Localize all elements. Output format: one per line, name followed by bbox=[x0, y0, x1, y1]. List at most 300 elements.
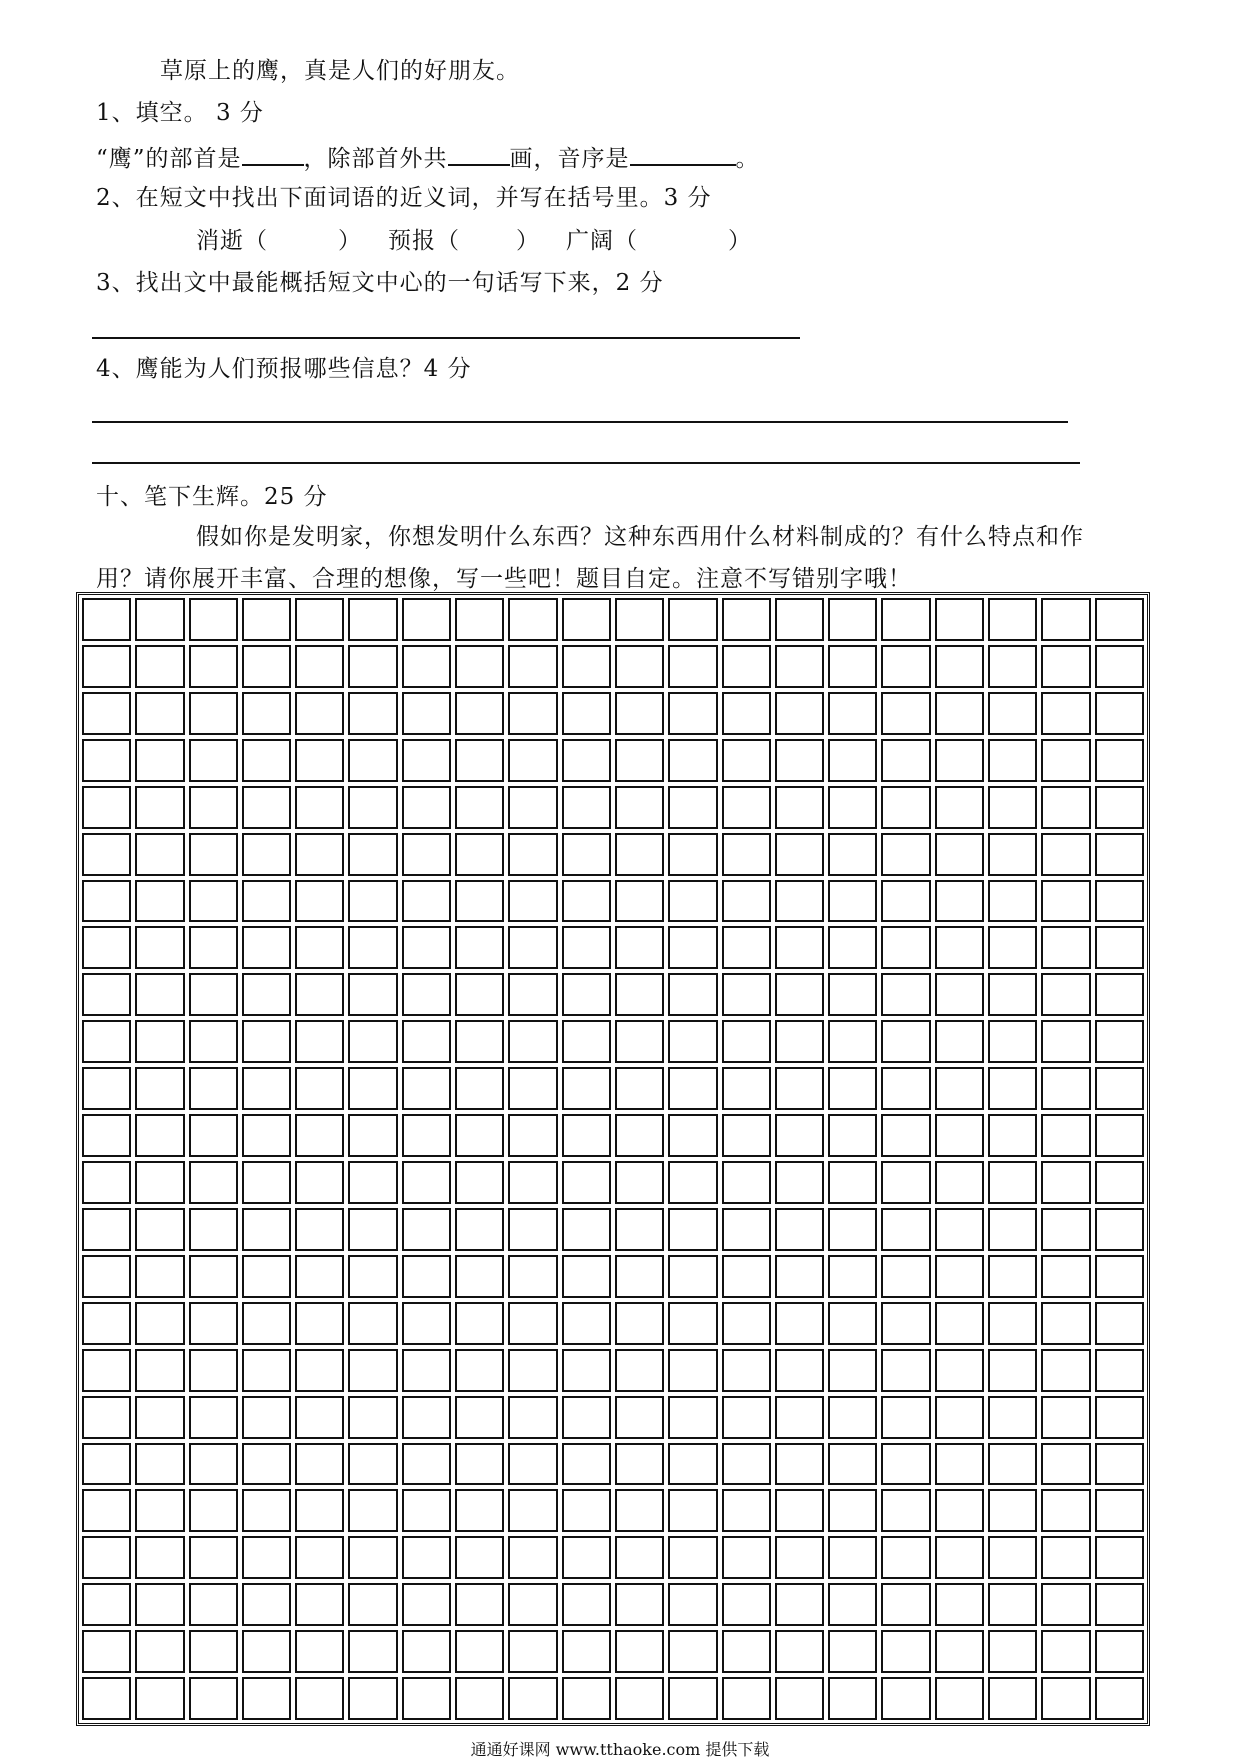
grid-cell[interactable] bbox=[988, 833, 1037, 876]
grid-cell[interactable] bbox=[562, 1677, 611, 1720]
grid-cell[interactable] bbox=[988, 1443, 1037, 1486]
grid-cell[interactable] bbox=[562, 1067, 611, 1110]
grid-cell[interactable] bbox=[348, 880, 397, 923]
grid-cell[interactable] bbox=[722, 786, 771, 829]
grid-cell[interactable] bbox=[1041, 598, 1090, 641]
grid-cell[interactable] bbox=[988, 1255, 1037, 1298]
grid-cell[interactable] bbox=[455, 1677, 504, 1720]
grid-cell[interactable] bbox=[988, 1630, 1037, 1673]
grid-cell[interactable] bbox=[295, 926, 344, 969]
grid-cell[interactable] bbox=[828, 645, 877, 688]
grid-cell[interactable] bbox=[295, 1349, 344, 1392]
grid-cell[interactable] bbox=[135, 1302, 184, 1345]
grid-cell[interactable] bbox=[1041, 1067, 1090, 1110]
grid-cell[interactable] bbox=[775, 926, 824, 969]
grid-cell[interactable] bbox=[562, 1489, 611, 1532]
grid-cell[interactable] bbox=[455, 1114, 504, 1157]
grid-cell[interactable] bbox=[135, 1536, 184, 1579]
grid-cell[interactable] bbox=[722, 926, 771, 969]
grid-cell[interactable] bbox=[455, 1067, 504, 1110]
grid-cell[interactable] bbox=[242, 1161, 291, 1204]
grid-cell[interactable] bbox=[722, 1536, 771, 1579]
grid-cell[interactable] bbox=[615, 1067, 664, 1110]
grid-cell[interactable] bbox=[775, 1114, 824, 1157]
grid-cell[interactable] bbox=[828, 692, 877, 735]
grid-cell[interactable] bbox=[348, 833, 397, 876]
grid-cell[interactable] bbox=[722, 1443, 771, 1486]
grid-cell[interactable] bbox=[1095, 1396, 1144, 1439]
grid-cell[interactable] bbox=[508, 1583, 557, 1626]
grid-cell[interactable] bbox=[881, 1583, 930, 1626]
grid-cell[interactable] bbox=[881, 1114, 930, 1157]
grid-cell[interactable] bbox=[722, 1302, 771, 1345]
grid-cell[interactable] bbox=[455, 1396, 504, 1439]
grid-cell[interactable] bbox=[348, 1020, 397, 1063]
grid-cell[interactable] bbox=[935, 1208, 984, 1251]
grid-cell[interactable] bbox=[348, 1161, 397, 1204]
grid-cell[interactable] bbox=[508, 1161, 557, 1204]
grid-cell[interactable] bbox=[775, 1161, 824, 1204]
grid-cell[interactable] bbox=[881, 1536, 930, 1579]
grid-cell[interactable] bbox=[455, 1630, 504, 1673]
grid-cell[interactable] bbox=[135, 1349, 184, 1392]
grid-cell[interactable] bbox=[1041, 880, 1090, 923]
grid-cell[interactable] bbox=[775, 1630, 824, 1673]
grid-cell[interactable] bbox=[562, 1161, 611, 1204]
grid-cell[interactable] bbox=[348, 1302, 397, 1345]
grid-cell[interactable] bbox=[722, 1255, 771, 1298]
grid-cell[interactable] bbox=[402, 1583, 451, 1626]
grid-cell[interactable] bbox=[242, 1630, 291, 1673]
grid-cell[interactable] bbox=[402, 833, 451, 876]
grid-cell[interactable] bbox=[402, 926, 451, 969]
grid-cell[interactable] bbox=[828, 598, 877, 641]
grid-cell[interactable] bbox=[988, 1067, 1037, 1110]
grid-cell[interactable] bbox=[135, 833, 184, 876]
grid-cell[interactable] bbox=[295, 739, 344, 782]
grid-cell[interactable] bbox=[1041, 1349, 1090, 1392]
grid-cell[interactable] bbox=[668, 1161, 717, 1204]
grid-cell[interactable] bbox=[615, 1208, 664, 1251]
grid-cell[interactable] bbox=[722, 833, 771, 876]
grid-cell[interactable] bbox=[189, 598, 238, 641]
grid-cell[interactable] bbox=[722, 1067, 771, 1110]
grid-cell[interactable] bbox=[82, 1349, 131, 1392]
grid-cell[interactable] bbox=[135, 739, 184, 782]
grid-cell[interactable] bbox=[508, 692, 557, 735]
grid-cell[interactable] bbox=[988, 1114, 1037, 1157]
grid-cell[interactable] bbox=[295, 1255, 344, 1298]
grid-cell[interactable] bbox=[775, 1208, 824, 1251]
grid-cell[interactable] bbox=[562, 739, 611, 782]
grid-cell[interactable] bbox=[722, 1396, 771, 1439]
grid-cell[interactable] bbox=[135, 1114, 184, 1157]
grid-cell[interactable] bbox=[189, 1302, 238, 1345]
grid-cell[interactable] bbox=[775, 1443, 824, 1486]
grid-cell[interactable] bbox=[348, 739, 397, 782]
grid-cell[interactable] bbox=[189, 692, 238, 735]
grid-cell[interactable] bbox=[348, 1114, 397, 1157]
grid-cell[interactable] bbox=[135, 1255, 184, 1298]
grid-cell[interactable] bbox=[1041, 1677, 1090, 1720]
grid-cell[interactable] bbox=[455, 1536, 504, 1579]
grid-cell[interactable] bbox=[402, 1161, 451, 1204]
grid-cell[interactable] bbox=[455, 645, 504, 688]
grid-cell[interactable] bbox=[668, 1677, 717, 1720]
grid-cell[interactable] bbox=[82, 833, 131, 876]
grid-cell[interactable] bbox=[562, 598, 611, 641]
grid-cell[interactable] bbox=[82, 645, 131, 688]
grid-cell[interactable] bbox=[242, 645, 291, 688]
grid-cell[interactable] bbox=[615, 1489, 664, 1532]
grid-cell[interactable] bbox=[988, 1020, 1037, 1063]
grid-cell[interactable] bbox=[135, 1630, 184, 1673]
grid-cell[interactable] bbox=[242, 1677, 291, 1720]
grid-cell[interactable] bbox=[562, 926, 611, 969]
grid-cell[interactable] bbox=[1041, 1302, 1090, 1345]
grid-cell[interactable] bbox=[935, 692, 984, 735]
grid-cell[interactable] bbox=[135, 1677, 184, 1720]
grid-cell[interactable] bbox=[1095, 1302, 1144, 1345]
grid-cell[interactable] bbox=[242, 926, 291, 969]
grid-cell[interactable] bbox=[562, 880, 611, 923]
grid-cell[interactable] bbox=[189, 1443, 238, 1486]
grid-cell[interactable] bbox=[189, 1536, 238, 1579]
grid-cell[interactable] bbox=[189, 1161, 238, 1204]
grid-cell[interactable] bbox=[722, 1020, 771, 1063]
grid-cell[interactable] bbox=[508, 880, 557, 923]
grid-cell[interactable] bbox=[189, 926, 238, 969]
grid-cell[interactable] bbox=[189, 1583, 238, 1626]
grid-cell[interactable] bbox=[508, 1677, 557, 1720]
grid-cell[interactable] bbox=[189, 1255, 238, 1298]
grid-cell[interactable] bbox=[242, 1536, 291, 1579]
grid-cell[interactable] bbox=[189, 880, 238, 923]
grid-cell[interactable] bbox=[82, 1396, 131, 1439]
grid-cell[interactable] bbox=[828, 833, 877, 876]
grid-cell[interactable] bbox=[1095, 645, 1144, 688]
grid-cell[interactable] bbox=[1095, 1630, 1144, 1673]
grid-cell[interactable] bbox=[295, 1489, 344, 1532]
grid-cell[interactable] bbox=[881, 1302, 930, 1345]
grid-cell[interactable] bbox=[1041, 1114, 1090, 1157]
grid-cell[interactable] bbox=[1095, 833, 1144, 876]
grid-cell[interactable] bbox=[988, 598, 1037, 641]
grid-cell[interactable] bbox=[189, 645, 238, 688]
grid-cell[interactable] bbox=[615, 1302, 664, 1345]
grid-cell[interactable] bbox=[828, 926, 877, 969]
grid-cell[interactable] bbox=[402, 1536, 451, 1579]
grid-cell[interactable] bbox=[935, 1536, 984, 1579]
grid-cell[interactable] bbox=[881, 739, 930, 782]
grid-cell[interactable] bbox=[562, 1536, 611, 1579]
grid-cell[interactable] bbox=[402, 645, 451, 688]
grid-cell[interactable] bbox=[1095, 1020, 1144, 1063]
grid-cell[interactable] bbox=[828, 786, 877, 829]
grid-cell[interactable] bbox=[935, 598, 984, 641]
grid-cell[interactable] bbox=[668, 1020, 717, 1063]
grid-cell[interactable] bbox=[1041, 1630, 1090, 1673]
grid-cell[interactable] bbox=[455, 1443, 504, 1486]
grid-cell[interactable] bbox=[508, 1349, 557, 1392]
grid-cell[interactable] bbox=[881, 1349, 930, 1392]
grid-cell[interactable] bbox=[1041, 786, 1090, 829]
grid-cell[interactable] bbox=[881, 598, 930, 641]
grid-cell[interactable] bbox=[242, 1583, 291, 1626]
grid-cell[interactable] bbox=[615, 833, 664, 876]
grid-cell[interactable] bbox=[402, 1255, 451, 1298]
grid-cell[interactable] bbox=[668, 1630, 717, 1673]
grid-cell[interactable] bbox=[988, 1489, 1037, 1532]
grid-cell[interactable] bbox=[455, 1302, 504, 1345]
grid-cell[interactable] bbox=[881, 1208, 930, 1251]
grid-cell[interactable] bbox=[828, 1020, 877, 1063]
grid-cell[interactable] bbox=[935, 1396, 984, 1439]
grid-cell[interactable] bbox=[722, 1349, 771, 1392]
grid-cell[interactable] bbox=[402, 880, 451, 923]
grid-cell[interactable] bbox=[1095, 880, 1144, 923]
grid-cell[interactable] bbox=[402, 973, 451, 1016]
grid-cell[interactable] bbox=[348, 598, 397, 641]
grid-cell[interactable] bbox=[455, 833, 504, 876]
grid-cell[interactable] bbox=[775, 1489, 824, 1532]
grid-cell[interactable] bbox=[348, 1255, 397, 1298]
grid-cell[interactable] bbox=[348, 1583, 397, 1626]
grid-cell[interactable] bbox=[1095, 926, 1144, 969]
grid-cell[interactable] bbox=[402, 1302, 451, 1345]
grid-cell[interactable] bbox=[881, 1630, 930, 1673]
grid-cell[interactable] bbox=[935, 1583, 984, 1626]
grid-cell[interactable] bbox=[1095, 1208, 1144, 1251]
grid-cell[interactable] bbox=[295, 1020, 344, 1063]
grid-cell[interactable] bbox=[82, 598, 131, 641]
grid-cell[interactable] bbox=[455, 1489, 504, 1532]
grid-cell[interactable] bbox=[668, 926, 717, 969]
grid-cell[interactable] bbox=[828, 1302, 877, 1345]
grid-cell[interactable] bbox=[1041, 833, 1090, 876]
grid-cell[interactable] bbox=[242, 1302, 291, 1345]
grid-cell[interactable] bbox=[135, 645, 184, 688]
grid-cell[interactable] bbox=[668, 1489, 717, 1532]
grid-cell[interactable] bbox=[508, 1443, 557, 1486]
grid-cell[interactable] bbox=[1095, 598, 1144, 641]
grid-cell[interactable] bbox=[189, 1067, 238, 1110]
grid-cell[interactable] bbox=[722, 692, 771, 735]
grid-cell[interactable] bbox=[988, 1536, 1037, 1579]
grid-cell[interactable] bbox=[189, 973, 238, 1016]
grid-cell[interactable] bbox=[295, 1114, 344, 1157]
grid-cell[interactable] bbox=[881, 1396, 930, 1439]
grid-cell[interactable] bbox=[135, 880, 184, 923]
grid-cell[interactable] bbox=[348, 1443, 397, 1486]
grid-cell[interactable] bbox=[722, 1208, 771, 1251]
grid-cell[interactable] bbox=[82, 926, 131, 969]
grid-cell[interactable] bbox=[988, 786, 1037, 829]
grid-cell[interactable] bbox=[508, 833, 557, 876]
grid-cell[interactable] bbox=[189, 1396, 238, 1439]
grid-cell[interactable] bbox=[615, 1114, 664, 1157]
grid-cell[interactable] bbox=[828, 1208, 877, 1251]
grid-cell[interactable] bbox=[242, 1114, 291, 1157]
grid-cell[interactable] bbox=[242, 1255, 291, 1298]
grid-cell[interactable] bbox=[562, 1208, 611, 1251]
grid-cell[interactable] bbox=[189, 1630, 238, 1673]
grid-cell[interactable] bbox=[1095, 1114, 1144, 1157]
grid-cell[interactable] bbox=[242, 1067, 291, 1110]
grid-cell[interactable] bbox=[988, 1161, 1037, 1204]
grid-cell[interactable] bbox=[1041, 1255, 1090, 1298]
grid-cell[interactable] bbox=[935, 739, 984, 782]
grid-cell[interactable] bbox=[775, 1302, 824, 1345]
grid-cell[interactable] bbox=[1041, 645, 1090, 688]
grid-cell[interactable] bbox=[1041, 1020, 1090, 1063]
grid-cell[interactable] bbox=[135, 1067, 184, 1110]
grid-cell[interactable] bbox=[562, 1396, 611, 1439]
grid-cell[interactable] bbox=[935, 1302, 984, 1345]
grid-cell[interactable] bbox=[988, 1396, 1037, 1439]
grid-cell[interactable] bbox=[82, 973, 131, 1016]
grid-cell[interactable] bbox=[508, 1114, 557, 1157]
grid-cell[interactable] bbox=[935, 1255, 984, 1298]
grid-cell[interactable] bbox=[828, 880, 877, 923]
grid-cell[interactable] bbox=[775, 1255, 824, 1298]
grid-cell[interactable] bbox=[1095, 973, 1144, 1016]
grid-cell[interactable] bbox=[295, 645, 344, 688]
grid-cell[interactable] bbox=[668, 1067, 717, 1110]
grid-cell[interactable] bbox=[242, 833, 291, 876]
grid-cell[interactable] bbox=[775, 1677, 824, 1720]
question-3-answer-line[interactable] bbox=[92, 337, 800, 339]
grid-cell[interactable] bbox=[988, 1677, 1037, 1720]
grid-cell[interactable] bbox=[135, 786, 184, 829]
grid-cell[interactable] bbox=[82, 1630, 131, 1673]
grid-cell[interactable] bbox=[242, 973, 291, 1016]
grid-cell[interactable] bbox=[455, 1020, 504, 1063]
grid-cell[interactable] bbox=[82, 880, 131, 923]
grid-cell[interactable] bbox=[881, 786, 930, 829]
grid-cell[interactable] bbox=[881, 692, 930, 735]
grid-cell[interactable] bbox=[189, 1349, 238, 1392]
grid-cell[interactable] bbox=[508, 645, 557, 688]
grid-cell[interactable] bbox=[1095, 1067, 1144, 1110]
grid-cell[interactable] bbox=[402, 1067, 451, 1110]
grid-cell[interactable] bbox=[935, 645, 984, 688]
grid-cell[interactable] bbox=[615, 1583, 664, 1626]
grid-cell[interactable] bbox=[615, 598, 664, 641]
grid-cell[interactable] bbox=[1095, 692, 1144, 735]
grid-cell[interactable] bbox=[295, 1536, 344, 1579]
grid-cell[interactable] bbox=[189, 739, 238, 782]
grid-cell[interactable] bbox=[82, 1583, 131, 1626]
grid-cell[interactable] bbox=[295, 1630, 344, 1673]
grid-cell[interactable] bbox=[508, 1396, 557, 1439]
grid-cell[interactable] bbox=[402, 1443, 451, 1486]
grid-cell[interactable] bbox=[828, 1536, 877, 1579]
grid-cell[interactable] bbox=[1095, 786, 1144, 829]
grid-cell[interactable] bbox=[455, 880, 504, 923]
grid-cell[interactable] bbox=[1041, 1583, 1090, 1626]
grid-cell[interactable] bbox=[348, 786, 397, 829]
grid-cell[interactable] bbox=[668, 786, 717, 829]
grid-cell[interactable] bbox=[1095, 1443, 1144, 1486]
grid-cell[interactable] bbox=[668, 1255, 717, 1298]
grid-cell[interactable] bbox=[935, 1161, 984, 1204]
grid-cell[interactable] bbox=[988, 1349, 1037, 1392]
grid-cell[interactable] bbox=[402, 786, 451, 829]
grid-cell[interactable] bbox=[828, 973, 877, 1016]
grid-cell[interactable] bbox=[828, 1255, 877, 1298]
grid-cell[interactable] bbox=[295, 1067, 344, 1110]
grid-cell[interactable] bbox=[402, 1396, 451, 1439]
grid-cell[interactable] bbox=[295, 1396, 344, 1439]
grid-cell[interactable] bbox=[242, 1443, 291, 1486]
grid-cell[interactable] bbox=[935, 973, 984, 1016]
grid-cell[interactable] bbox=[881, 833, 930, 876]
grid-cell[interactable] bbox=[402, 1208, 451, 1251]
grid-cell[interactable] bbox=[1095, 1583, 1144, 1626]
grid-cell[interactable] bbox=[1095, 1161, 1144, 1204]
grid-cell[interactable] bbox=[935, 833, 984, 876]
grid-cell[interactable] bbox=[1095, 1677, 1144, 1720]
grid-cell[interactable] bbox=[242, 1489, 291, 1532]
grid-cell[interactable] bbox=[615, 1396, 664, 1439]
grid-cell[interactable] bbox=[988, 739, 1037, 782]
grid-cell[interactable] bbox=[722, 1677, 771, 1720]
grid-cell[interactable] bbox=[828, 1161, 877, 1204]
grid-cell[interactable] bbox=[135, 1208, 184, 1251]
grid-cell[interactable] bbox=[722, 880, 771, 923]
grid-cell[interactable] bbox=[988, 1302, 1037, 1345]
grid-cell[interactable] bbox=[935, 1067, 984, 1110]
grid-cell[interactable] bbox=[1041, 692, 1090, 735]
grid-cell[interactable] bbox=[455, 926, 504, 969]
grid-cell[interactable] bbox=[668, 1396, 717, 1439]
grid-cell[interactable] bbox=[348, 1489, 397, 1532]
grid-cell[interactable] bbox=[1041, 739, 1090, 782]
grid-cell[interactable] bbox=[1041, 1161, 1090, 1204]
grid-cell[interactable] bbox=[295, 1443, 344, 1486]
grid-cell[interactable] bbox=[348, 1536, 397, 1579]
grid-cell[interactable] bbox=[668, 1208, 717, 1251]
grid-cell[interactable] bbox=[615, 1255, 664, 1298]
grid-cell[interactable] bbox=[935, 926, 984, 969]
grid-cell[interactable] bbox=[242, 1349, 291, 1392]
grid-cell[interactable] bbox=[935, 1489, 984, 1532]
grid-cell[interactable] bbox=[242, 739, 291, 782]
grid-cell[interactable] bbox=[242, 1208, 291, 1251]
grid-cell[interactable] bbox=[775, 1583, 824, 1626]
grid-cell[interactable] bbox=[562, 692, 611, 735]
grid-cell[interactable] bbox=[615, 1443, 664, 1486]
grid-cell[interactable] bbox=[775, 1349, 824, 1392]
grid-cell[interactable] bbox=[348, 1067, 397, 1110]
grid-cell[interactable] bbox=[988, 692, 1037, 735]
grid-cell[interactable] bbox=[455, 692, 504, 735]
grid-cell[interactable] bbox=[1041, 1443, 1090, 1486]
grid-cell[interactable] bbox=[82, 1067, 131, 1110]
grid-cell[interactable] bbox=[562, 1020, 611, 1063]
grid-cell[interactable] bbox=[295, 880, 344, 923]
grid-cell[interactable] bbox=[881, 1489, 930, 1532]
grid-cell[interactable] bbox=[668, 833, 717, 876]
grid-cell[interactable] bbox=[668, 598, 717, 641]
stroke-count-blank[interactable] bbox=[448, 142, 510, 166]
grid-cell[interactable] bbox=[242, 786, 291, 829]
grid-cell[interactable] bbox=[988, 880, 1037, 923]
grid-cell[interactable] bbox=[935, 1677, 984, 1720]
grid-cell[interactable] bbox=[668, 645, 717, 688]
grid-cell[interactable] bbox=[82, 1020, 131, 1063]
